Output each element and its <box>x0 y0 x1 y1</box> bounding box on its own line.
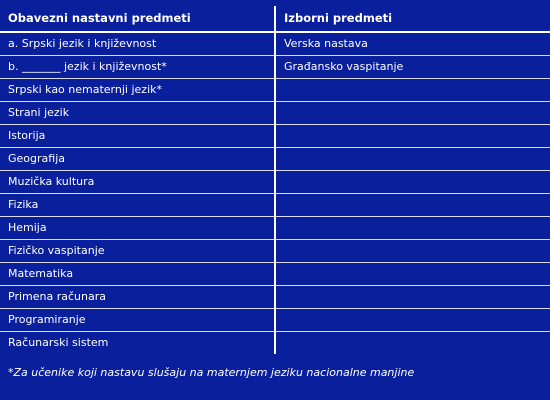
table-row <box>0 102 550 125</box>
mandatory-subject-cell: Srpski kao nematernji jezik* <box>0 79 275 102</box>
elective-subject-cell <box>275 309 550 332</box>
mandatory-subjects-header: Obavezni nastavni predmeti <box>0 6 275 32</box>
elective-subjects-header: Izborni predmeti <box>275 6 550 32</box>
table-body <box>0 32 550 354</box>
mandatory-subject-cell: a. Srpski jezik i književnost <box>0 32 275 56</box>
elective-subject-cell <box>275 217 550 240</box>
mandatory-subject-cell: Geografija <box>0 148 275 171</box>
table-row <box>0 263 550 286</box>
mandatory-subject-cell: Fizika <box>0 194 275 217</box>
table-row <box>0 240 550 263</box>
elective-subject-cell <box>275 148 550 171</box>
mandatory-subject-cell: Fizičko vaspitanje <box>0 240 275 263</box>
elective-subject-cell <box>275 286 550 309</box>
table-row <box>0 79 550 102</box>
mandatory-subject-cell: Primena računara <box>0 286 275 309</box>
table-row <box>0 56 550 79</box>
elective-subject-cell <box>275 79 550 102</box>
table-header-row <box>0 6 550 32</box>
table-row <box>0 148 550 171</box>
mandatory-subject-cell: Hemija <box>0 217 275 240</box>
table-row <box>0 194 550 217</box>
mandatory-subject-cell: Strani jezik <box>0 102 275 125</box>
subjects-table-container <box>0 6 550 354</box>
elective-subject-cell <box>275 263 550 286</box>
mandatory-subject-cell: Računarski sistem <box>0 332 275 355</box>
subjects-table <box>0 6 550 354</box>
table-row <box>0 217 550 240</box>
mandatory-subject-cell: Istorija <box>0 125 275 148</box>
mandatory-subject-cell: Matematika <box>0 263 275 286</box>
table-row <box>0 32 550 56</box>
elective-subject-cell <box>275 102 550 125</box>
footnote: *Za učenike koji nastavu slušaju na maternjem jeziku nacionalne manjine <box>8 366 415 379</box>
table-row <box>0 286 550 309</box>
elective-subject-cell <box>275 125 550 148</box>
mandatory-subject-cell: b. _______ jezik i književnost* <box>0 56 275 79</box>
elective-subject-cell: Građansko vaspitanje <box>275 56 550 79</box>
elective-subject-cell <box>275 194 550 217</box>
elective-subject-cell <box>275 240 550 263</box>
elective-subject-cell <box>275 171 550 194</box>
table-row <box>0 332 550 355</box>
table-row <box>0 125 550 148</box>
elective-subject-cell <box>275 332 550 355</box>
table-row <box>0 309 550 332</box>
mandatory-subject-cell: Muzička kultura <box>0 171 275 194</box>
mandatory-subject-cell: Programiranje <box>0 309 275 332</box>
table-row <box>0 171 550 194</box>
elective-subject-cell: Verska nastava <box>275 32 550 56</box>
